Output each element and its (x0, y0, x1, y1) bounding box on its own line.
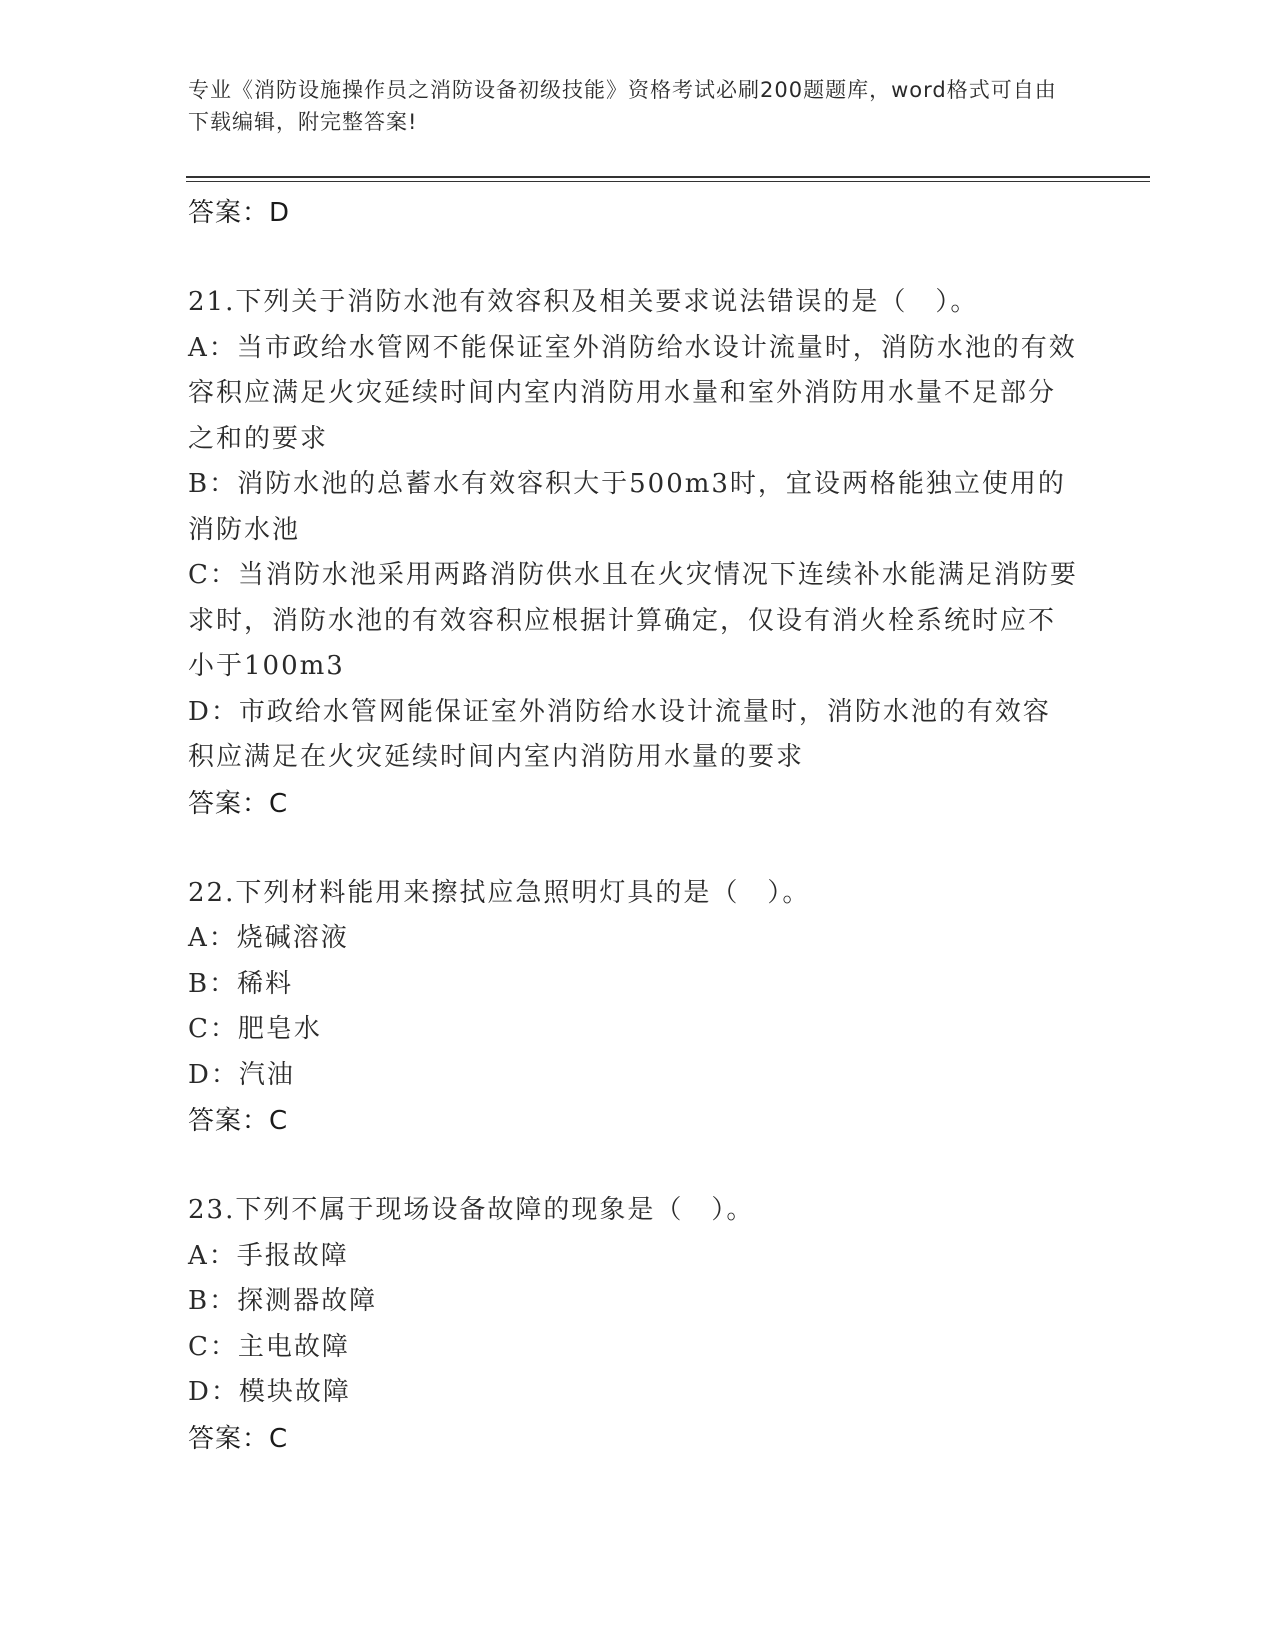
option-c: C：肥皂水 (188, 1014, 322, 1044)
header-rule-thin (186, 181, 1150, 182)
answer-line: 答案：C (188, 1106, 289, 1136)
option-d: D：市政给水管网能保证室外消防给水设计流量时，消防水池的有效容积应满足在火灾延续时间内室内消防用水量的要求 (188, 696, 1051, 772)
option-a: A：手报故障 (188, 1240, 349, 1271)
document-body (188, 188, 1078, 1462)
document-header: 专业《消防设施操作员之消防设备初级技能》资格考试必刷200题题库，word格式可自由下载编辑，附完整答案! (188, 78, 1057, 134)
option-d: D：模块故障 (188, 1377, 351, 1407)
option-d: D：汽油 (188, 1059, 295, 1090)
answer-line: 答案：C (188, 788, 289, 819)
question-21 (188, 280, 1078, 827)
question-22 (188, 871, 1078, 1145)
option-c: C：当消防水池采用两路消防供水且在火灾情况下连续补水能满足消防要求时，消防水池的有效容积应根据计算确定，仅设有消火栓系统时应不小于100m3 (188, 560, 1078, 681)
option-b: B：消防水池的总蓄水有效容积大于500m3时，宜设两格能独立使用的消防水池 (188, 469, 1066, 545)
question-stem: 21.下列关于消防水池有效容积及相关要求说法错误的是（ ）。 (188, 287, 979, 317)
option-b: B：稀料 (188, 968, 294, 999)
question-stem: 23.下列不属于现场设备故障的现象是（ ）。 (188, 1195, 755, 1225)
question-23 (188, 1188, 1078, 1462)
previous-answer: 答案：D (188, 198, 291, 228)
answer-line: 答案：C (188, 1423, 289, 1454)
question-stem: 22.下列材料能用来擦拭应急照明灯具的是（ ）。 (188, 877, 811, 908)
option-b: B：探测器故障 (188, 1286, 378, 1316)
header-rule-thick (186, 176, 1150, 178)
option-a: A：烧碱溶液 (188, 923, 349, 953)
option-a: A：当市政给水管网不能保证室外消防给水设计流量时，消防水池的有效容积应满足火灾延续时间内室内消防用水量和室外消防用水量不足部分之和的要求 (188, 332, 1077, 454)
option-c: C：主电故障 (188, 1331, 350, 1362)
